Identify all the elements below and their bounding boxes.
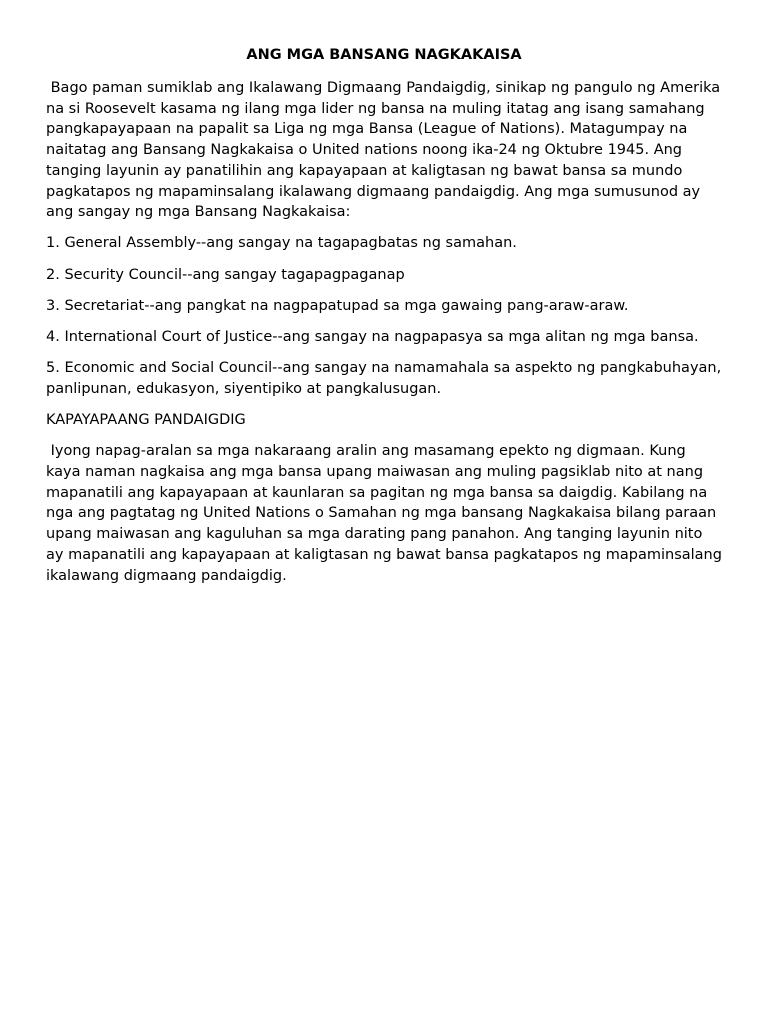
section-paragraph: Iyong napag-aralan sa mga nakaraang aralin ang masamang epekto ng digmaan. Kung kaya naman nagkaisa ang mga bansa upang maiwasan ang muling pagsiklab nito at nang mapanatili ang kapayapaan at kaunlaran sa pagitan ng mga bansa sa daigdig. Kabilang na nga ang pagtatag ng United Nations o Samahan ng mga bansang Nagkakaisa bilang paraan upang maiwasan ang kaguluhan sa mga darating pang panahon. Ang tanging layunin nito ay mapanatili ang kapayapaan at kaligtasan ng bawat bansa pagkatapos ng mapaminsalang ikalawang digmaang pandaigdig. [46, 443, 727, 584]
branches-list [46, 233, 722, 399]
list-item: 3. Secretariat--ang pangkat na nagpapatupad sa mga gawaing pang-araw-araw. [46, 297, 629, 314]
document-title: ANG MGA BANSANG NAGKAKAISA [246, 47, 522, 63]
list-item: 1. General Assembly--ang sangay na tagapagbatas ng samahan. [46, 235, 517, 252]
intro-paragraph: Bago paman sumiklab ang Ikalawang Digmaang Pandaigdig, sinikap ng pangulo ng Amerika na si Roosevelt kasama ng ilang mga lider ng bansa na muling itatag ang isang samahang pangkapayapaan na papalit sa Liga ng mga Bansa (League of Nations). Matagumpay na naitatag ang Bansang Nagkakaisa o United nations noong ika-24 ng Oktubre 1945. Ang tanging layunin ay panatilihin ang kapayapaan at kaligtasan ng bawat bansa sa mundo pagkatapos ng mapaminsalang ikalawang digmaang pandaigdig. Ang mga sumusunod ay ang sangay ng mga Bansang Nagkakaisa: [46, 80, 725, 221]
list-item: 5. Economic and Social Council--ang sangay na namamahala sa aspekto ng pangkabuhayan, panlipunan, edukasyon, siyentipiko at pangkalusugan. [46, 360, 722, 397]
list-item: 4. International Court of Justice--ang sangay na nagpapasya sa mga alitan ng mga bansa. [46, 329, 699, 346]
list-item: 2. Security Council--ang sangay tagapagpaganap [46, 266, 405, 283]
section-heading: KAPAYAPAANG PANDAIGDIG [46, 412, 246, 429]
